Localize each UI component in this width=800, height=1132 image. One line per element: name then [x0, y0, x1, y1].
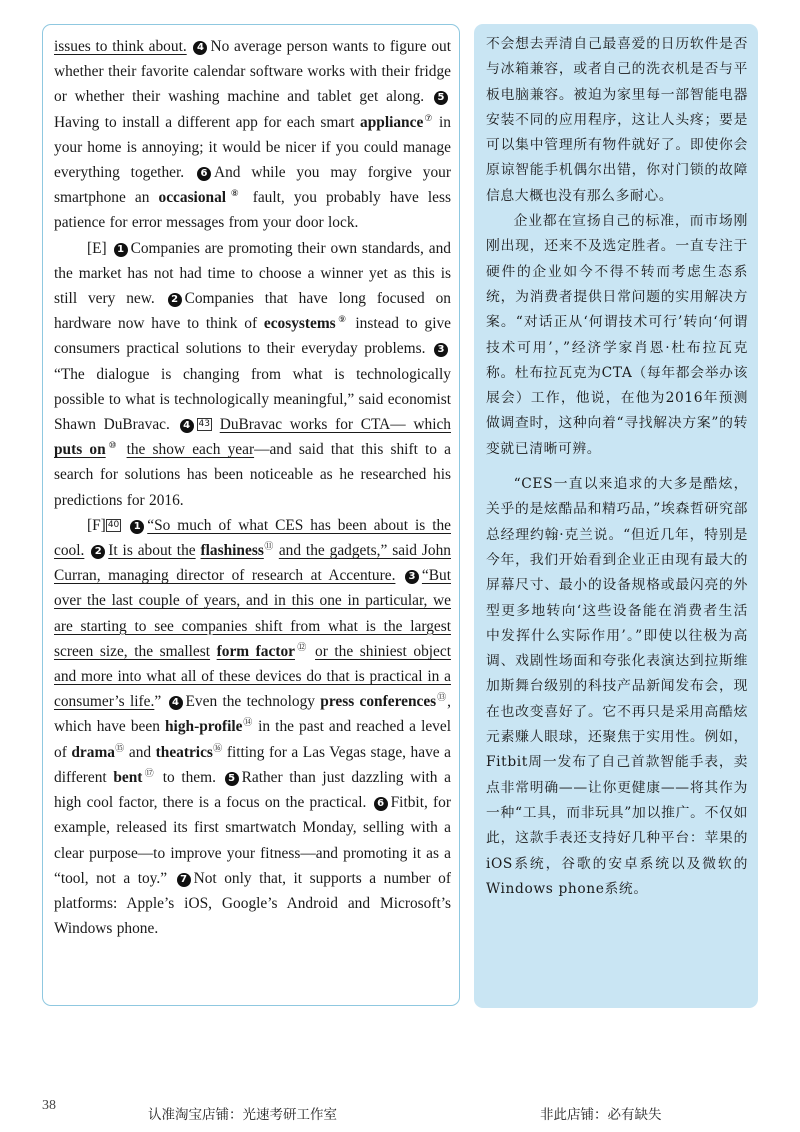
sentence: Companies that have long focused on hardware now have to think of [54, 290, 451, 333]
paragraph-label: [F] [87, 516, 106, 534]
vocab-word: ecosystems [263, 315, 336, 333]
vocab-marker: ⑮ [114, 743, 125, 754]
page-number: 38 [42, 1098, 56, 1113]
vocab-word: high-profile [164, 718, 243, 736]
vocab-marker: ⑩ [105, 441, 120, 452]
closing-quote: ” [154, 693, 162, 711]
sentence-number: 4 [180, 419, 194, 433]
sentence-number: 3 [434, 343, 448, 357]
vocab-word: flashiness [200, 542, 264, 560]
sentence-number: 4 [193, 41, 207, 55]
paragraph-e [54, 236, 451, 513]
vocab-word: bent [113, 768, 143, 786]
question-number-box: 40 [107, 519, 120, 530]
sentence-number: 1 [130, 520, 144, 534]
translation-paragraph: 企业都在宣扬自己的标准，而市场刚刚出现，还来不及选定胜者。一直专注于硬件的企业如今不得不转而考虑生态系统，为消费者提供日常问题的实用解决方案。“对话正从‘何谓技术可行’转向‘何谓技术可用’，”经济学家肖恩·杜布拉瓦克称。杜布拉瓦克为CTA（每年都会举办该展会）工作，他说，在他为2016年预测做调查时，这种向着“寻找解决方案”的转变就已清晰可辨。 [486, 213, 748, 457]
vocab-word: occasional [158, 189, 227, 207]
english-passage [54, 34, 451, 941]
translation-paragraph: “CES一直以来追求的大多是酷炫，关乎的是炫酷品和精巧品，”埃森哲研究部总经理约翰·克兰说。“但近几年，特别是今年，我们开始看到企业正由现有最大的屏幕尺寸、最小的设备规格或最闪亮的外型更多地转向‘这些设备能在消费者生活中发挥什么实际作用’。”即使以往极为高调、戏剧性场面和夸张化表演达到拉斯维加斯舞台级别的科技产品新闻发布会，现在也改变喜好了。它不再只是采用高酷炫元素赚人眼球，还聚焦于实用性。例如，Fitbit周一发布了自己首款智能手表，卖点非常明确——让你更健康——将其作为一种“工具，而非玩具”加以推广。不仅如此，这款手表还支持好几种平台：苹果的iOS系统，谷歌的安卓系统以及微软的Windows phone系统。 [486, 476, 748, 897]
sentence: , which have been [54, 693, 451, 736]
vocab-marker: ⑨ [335, 315, 349, 326]
sentence-number: 2 [168, 293, 182, 307]
sentence-underlined: or the shiniest object and more into what all of these devices do that is practical in a consumer’s life. [54, 642, 451, 711]
question-number-box: 43 [198, 419, 210, 430]
sentence-number: 5 [434, 91, 448, 105]
sentence: Companies are promoting their own standards, and the market has not had time to choose a winner yet as this is still very new. [54, 239, 451, 308]
sentence-underlined: “But over the last couple of years, and in this one in particular, we are starting to see companies shift from what is the largest screen size, the smallest [54, 567, 451, 660]
paragraph-f [54, 513, 451, 941]
vocab-marker: ⑬ [436, 693, 448, 704]
sentence: fitting for a Las Vegas stage, have a different [54, 743, 451, 786]
vocab-word: press conferences [320, 693, 437, 711]
footer-left-text: 认准淘宝店铺：光速考研工作室 [148, 1107, 337, 1123]
sentence: Rather than just dazzling with a high cool factor, there is a focus on the practical. [54, 768, 451, 812]
sentence: Not only that, it supports a number of platforms: Apple’s iOS, Google’s Android and Microsoft’s Windows phone. [54, 869, 451, 938]
vocab-marker: ⑫ [294, 642, 309, 653]
sentence-number: 6 [374, 797, 388, 811]
sentence: to them. [162, 768, 216, 786]
english-passage-box [42, 24, 460, 1006]
vocab-word: appliance [360, 113, 424, 131]
vocab-marker: ⑯ [212, 743, 223, 754]
sentence: Even the technology [185, 693, 315, 711]
vocab-marker: ⑭ [242, 718, 254, 729]
vocab-word: theatrics [155, 743, 213, 761]
vocab-marker: ⑧ [226, 189, 244, 200]
sentence-number: 6 [197, 167, 211, 181]
sentence: —and said that this shift to a search for solutions has been noticeable as he researched his predictions for 2016. [54, 441, 451, 509]
sentence-number: 1 [114, 243, 128, 257]
vocab-marker: ⑪ [263, 541, 274, 552]
vocab-word: drama [71, 743, 115, 761]
sentence-underlined: the show each year [126, 441, 255, 459]
chinese-translation [486, 32, 748, 902]
sentence: in the past and reached a level of [54, 718, 451, 761]
sentence-underlined: DuBravac works for CTA— which [219, 416, 451, 434]
sentence-number: 5 [225, 772, 239, 786]
sentence-underlined: It is about the [108, 542, 196, 560]
vocab-marker: ⑰ [142, 768, 157, 779]
chinese-translation-box [474, 24, 758, 1008]
sentence: Fitbit, for example, released its first smartwatch Monday, selling with a clear purpose—to improve your fitness—and promoting it as a “tool, not a toy.” [54, 794, 452, 887]
vocab-word: puts on [54, 441, 106, 459]
sentence: and [128, 743, 152, 761]
sentence-underlined: “So much of what CES has been about is the cool. [54, 516, 451, 560]
translation-paragraph: 不会想去弄清自己最喜爱的日历软件是否与冰箱兼容，或者自己的洗衣机是否与平板电脑兼容。被迫为家里每一部智能电器安装不同的应用程序，这让人头疼；要是可以集中管理所有物件就好了。即使你会原谅智能手机偶尔出错，你对门锁的故障信息大概也没有那么多耐心。 [486, 36, 748, 204]
sentence: “The dialogue is changing from what is technologically possible to what is technologically meaningful,” said economist Shawn DuBravac. [54, 365, 451, 434]
sentence: Having to install a different app for each smart [54, 113, 355, 131]
sentence: No average person wants to figure out whether their favorite calendar software works with their fridge or whether their washing machine and tablet get along. [54, 38, 451, 106]
vocab-marker: ⑦ [423, 113, 434, 124]
sentence-number: 3 [405, 570, 419, 584]
sentence: And while you may forgive your smartphone an [54, 164, 451, 207]
sentence: issues to think about. [54, 38, 187, 55]
sentence: instead to give consumers practical solutions to their everyday problems. [54, 315, 451, 358]
sentence: in your home is annoying; it would be nicer if you could manage everything together. [54, 113, 451, 182]
paragraph-d-continued [54, 34, 451, 236]
sentence-underlined: and the gadgets,” said John Curran, managing director of research at Accenture. [54, 542, 451, 585]
sentence: fault, you probably have less patience for error messages from your door lock. [54, 189, 451, 232]
vocab-word: form factor [216, 642, 295, 660]
sentence-number: 7 [177, 873, 191, 887]
sentence-number: 2 [91, 545, 105, 559]
sentence-number: 4 [169, 696, 183, 710]
paragraph-label: [E] [87, 239, 107, 257]
footer-right-text: 非此店铺：必有缺失 [540, 1107, 662, 1123]
